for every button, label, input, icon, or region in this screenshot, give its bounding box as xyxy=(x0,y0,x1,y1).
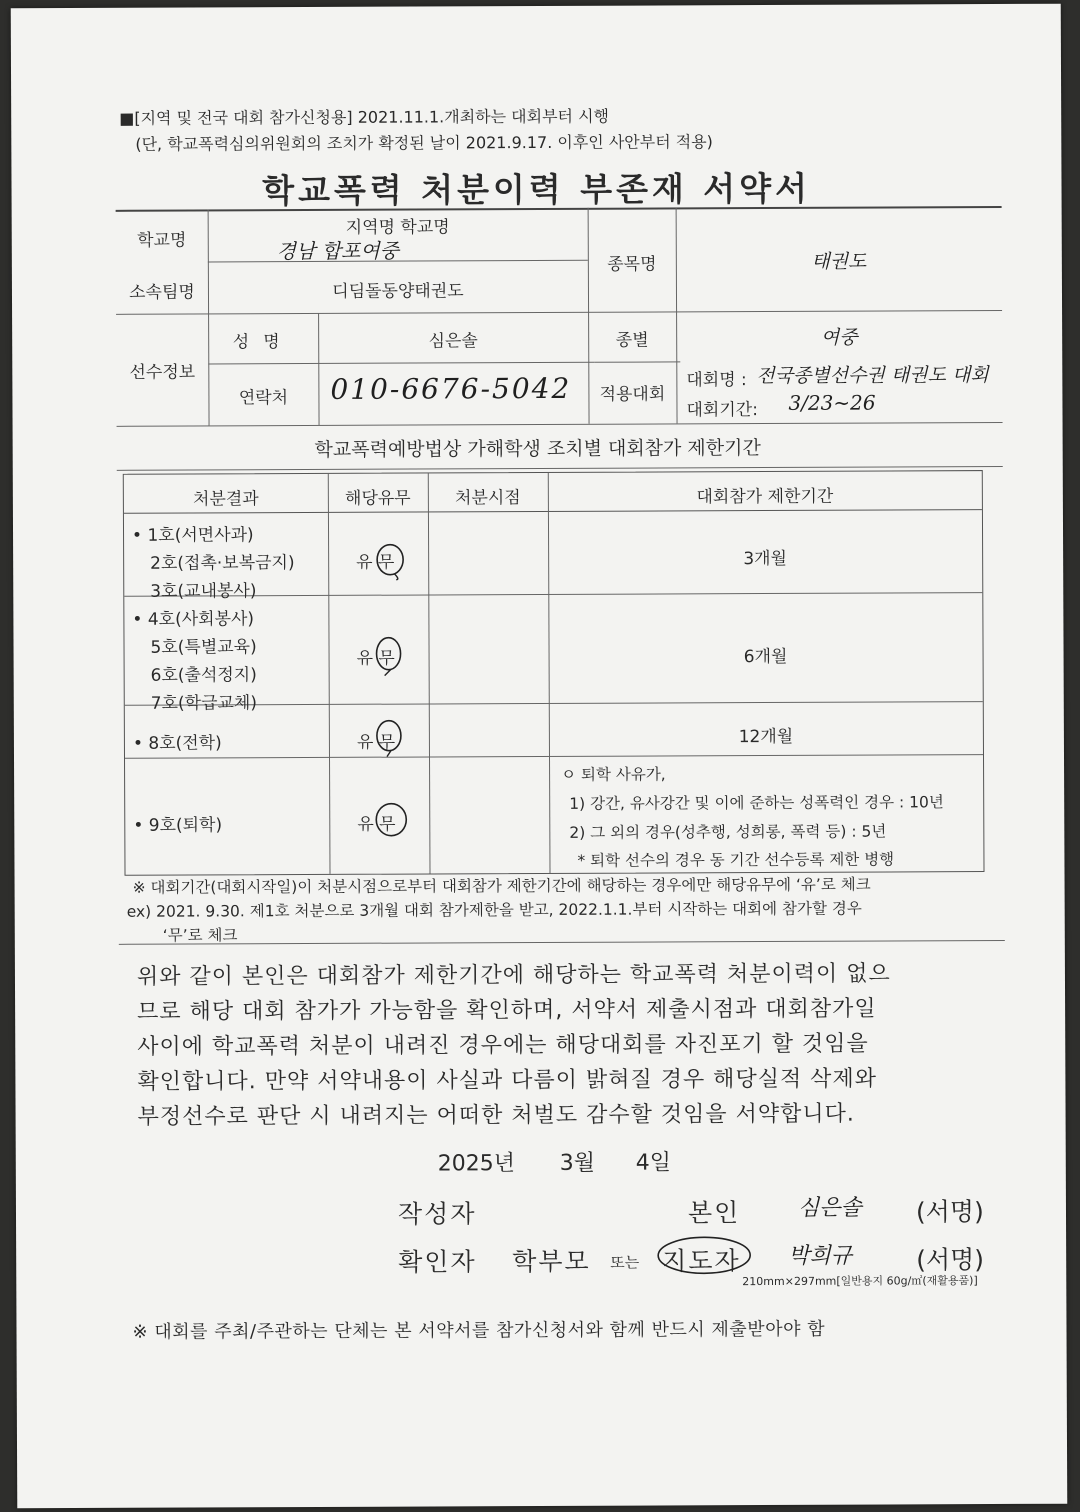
restriction-period: 6개월 xyxy=(743,646,788,668)
pledge-line: 위와 같이 본인은 대회참가 제한기간에 해당하는 학교폭력 처분이력이 없으 xyxy=(136,961,891,990)
pledge-line: 므로 해당 대회 참가가 가능함을 확인하며, 서약서 제출시점과 대회참가일 xyxy=(137,996,877,1025)
contact-label: 연락처 xyxy=(238,388,289,409)
table-example: ex) 2021. 9.30. 제1호 처분으로 3개월 대회 참가제한을 받고, 2022.1.1.부터 시작하는 대회에 참가할 경우 xyxy=(126,899,862,921)
verifier-label: 확인자 xyxy=(398,1247,477,1277)
expulsion-note-line: ㅇ 퇴학 사유가, xyxy=(561,765,666,784)
col-header-period: 대회참가 제한기간 xyxy=(696,486,834,508)
contact-value: 010-6676-5042 xyxy=(330,371,572,406)
col-header-applicable: 해당유무 xyxy=(344,488,411,509)
restriction-table xyxy=(123,470,985,876)
date-day: 4일 xyxy=(635,1150,672,1176)
disposition-item: 5호(특별교육) xyxy=(150,637,257,658)
restriction-period: 3개월 xyxy=(743,548,788,570)
pledge-line: 확인합니다. 만약 서약내용이 사실과 다름이 밝혀질 경우 해당실적 삭제와 xyxy=(137,1066,877,1095)
disposition-item: 7호(학급교체) xyxy=(150,693,258,714)
expulsion-note-line: 1) 강간, 유사강간 및 이에 준하는 성폭력인 경우 : 10년 xyxy=(569,793,944,813)
circled-mark-icon xyxy=(370,634,406,678)
circled-mark-icon xyxy=(371,716,407,758)
parent-label: 학부모 xyxy=(512,1246,591,1277)
disposition-item: 3호(교내봉사) xyxy=(150,581,257,602)
team-name-value: 디딤돌동양태권도 xyxy=(332,281,464,302)
competition-name-label: 대회명 : xyxy=(686,370,747,391)
event-label: 종목명 xyxy=(607,254,657,275)
table-note: ※ 대회기간(대회시작일)이 처분시점으로부터 대회참가 제한기간에 해당하는 경우에만 해당유무에 ‘유’로 체크 xyxy=(132,875,871,897)
footer-notice: ※ 대회를 주최/주관하는 단체는 본 서약서를 참가신청서와 함께 반드시 제출받아야 함 xyxy=(132,1318,826,1343)
applicable-mark: 유 무 xyxy=(356,732,396,753)
disposition-item: 6호(출석정지) xyxy=(150,665,257,686)
page-title: 학교폭력 처분이력 부존재 서약서 xyxy=(262,168,811,211)
name-value: 심은솔 xyxy=(428,331,478,352)
applicable-mark: 유 무 xyxy=(356,552,395,573)
verifier-seal-label: (서명) xyxy=(916,1245,985,1275)
date-year: 2025년 xyxy=(437,1151,516,1177)
circled-choice-icon xyxy=(654,1233,754,1277)
verifier-signature: 박희규 xyxy=(788,1243,853,1269)
sign-seal-label: (서명) xyxy=(915,1197,984,1227)
competition-period-label: 대회기간: xyxy=(686,400,758,421)
writer-signature: 심은솔 xyxy=(797,1195,862,1221)
notice-line-2: (단, 학교폭력심의위원회의 조치가 확정된 날이 2021.9.17. 이후인 사안부터 적용) xyxy=(135,132,713,154)
athlete-info-label: 선수정보 xyxy=(129,362,196,383)
expulsion-note-line: 2) 그 외의 경우(성추행, 성희롱, 폭력 등) : 5년 xyxy=(569,822,887,842)
disposition-item: • 4호(사회봉사) xyxy=(132,609,255,630)
applied-competition-label: 적용대회 xyxy=(599,384,666,405)
competition-period-value: 3/23~26 xyxy=(788,390,876,415)
writer-label: 작성자 xyxy=(397,1199,477,1229)
applicable-mark: 유 무 xyxy=(356,648,395,669)
circled-mark-icon xyxy=(372,542,408,582)
team-name-label: 소속팀명 xyxy=(129,282,195,303)
division-label: 종별 xyxy=(615,330,649,351)
table-example-cont: ‘무’로 체크 xyxy=(162,926,238,945)
circled-mark-icon xyxy=(371,800,411,840)
paper-spec: 210mm×297mm[일반용지 60g/㎡(재활용품)] xyxy=(742,1274,978,1289)
restriction-period: 12개월 xyxy=(738,726,794,748)
name-label: 성명 xyxy=(232,332,294,353)
competition-name-value: 전국종별선수권 태권도 대회 xyxy=(756,364,989,388)
disposition-item: 2호(접촉·보복금지) xyxy=(150,553,295,574)
applicable-mark: 유 무 xyxy=(357,814,396,835)
date-month: 3월 xyxy=(559,1150,596,1176)
pledge-line: 사이에 학교폭력 처분이 내려진 경우에는 해당대회를 자진포기 할 것임을 xyxy=(137,1031,869,1060)
school-name-label: 학교명 xyxy=(137,230,187,251)
col-header-result: 처분결과 xyxy=(192,489,259,510)
restriction-section-title: 학교폭력예방법상 가해학생 조치별 대회참가 제한기간 xyxy=(314,437,761,461)
disposition-item: • 9호(퇴학) xyxy=(133,815,223,836)
division-value: 여중 xyxy=(820,326,858,349)
coach-label: 지도자 xyxy=(662,1246,741,1276)
school-name-value: 경남 합포여중 xyxy=(276,238,399,264)
pledge-line: 부정선수로 판단 시 내려지는 어떠한 처벌도 감수할 것임을 서약합니다. xyxy=(137,1101,855,1130)
or-label: 또는 xyxy=(610,1253,640,1272)
notice-line-1: ■[지역 및 전국 대회 참가신청용] 2021.11.1.개최하는 대회부터 시행 xyxy=(119,106,610,128)
school-name-hint: 지역명 학교명 xyxy=(345,217,450,238)
disposition-item: • 8호(전학) xyxy=(132,733,222,754)
document-page xyxy=(11,4,1068,1509)
expulsion-note-line: * 퇴학 선수의 경우 동 기간 선수등록 제한 병행 xyxy=(577,850,895,870)
self-label: 본인 xyxy=(687,1198,741,1228)
disposition-item: • 1호(서면사과) xyxy=(131,525,254,546)
col-header-date: 처분시점 xyxy=(454,488,521,509)
event-value: 태권도 xyxy=(811,250,867,273)
